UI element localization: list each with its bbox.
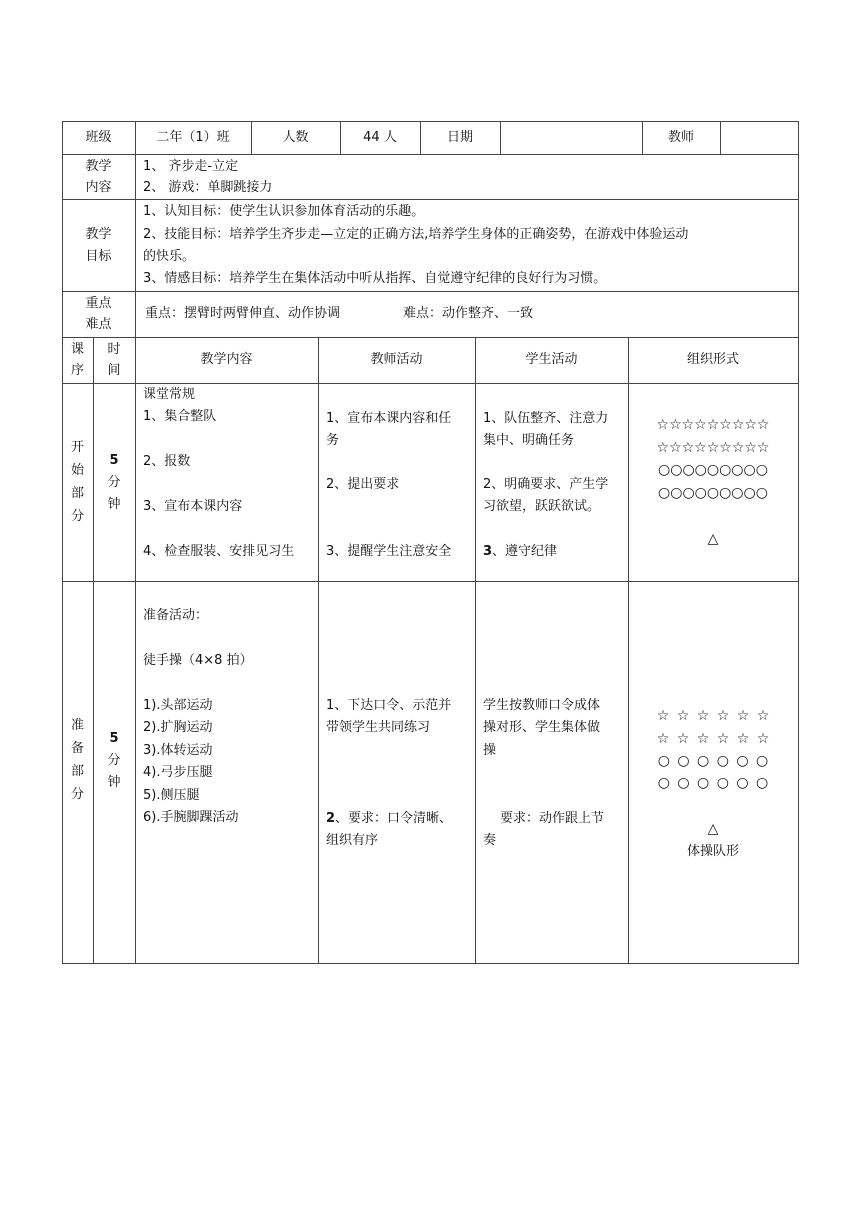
table-border [62, 199, 799, 200]
teacher-activity: 3、提醒学生注意安全 [326, 544, 452, 559]
goal-line: 1、认知目标：使学生认识参加体育活动的乐趣。 [143, 204, 425, 219]
content-line: 2、报数 [143, 454, 191, 469]
teacher-triangle-icon: △ [707, 531, 719, 547]
content-item: 1、 齐步走-立定 [143, 159, 239, 174]
student-activity: 1、队伍整齐、注意力 [483, 411, 609, 426]
class-value: 二年（1）班 [156, 130, 230, 145]
formation-row-circles: ○ ○ ○ ○ ○ ○ [657, 753, 769, 769]
goal-line: 的快乐。 [143, 249, 196, 264]
teacher-label: 教师 [667, 130, 694, 145]
student-activity: 2、明确要求、产生学 [483, 477, 609, 492]
table-border [62, 121, 799, 122]
table-border [318, 337, 319, 964]
student-activity: 习欲望，跃跃欲试。 [483, 499, 601, 514]
formation-row-circles: ○ ○ ○ ○ ○ ○ [657, 775, 769, 791]
column-header-student: 学生活动 [525, 352, 578, 367]
content-line: 1、集合整队 [143, 409, 217, 424]
formation-row-circles: ○○○○○○○○○ [658, 462, 768, 478]
student-activity: 集中、明确任务 [483, 433, 575, 448]
section-time-unit: 钟 [107, 497, 121, 512]
formation-caption: 体操队形 [686, 844, 739, 859]
column-header-content: 教学内容 [200, 352, 253, 367]
key-point: 重点：摆臂时两臂伸直、动作协调 [145, 306, 341, 321]
table-border [62, 337, 799, 338]
student-activity: 学生按教师口令成体 [483, 698, 601, 713]
column-header-time: 间 [107, 363, 121, 378]
goal-line: 3、情感目标：培养学生在集体活动中听从指挥、自觉遵守纪律的良好行为习惯。 [143, 271, 607, 286]
teacher-activity: 2、提出要求 [326, 477, 400, 492]
content-line: 3).体转运动 [143, 743, 213, 758]
teacher-activity-text: 、要求：口令清晰、 [335, 811, 453, 826]
student-activity: 操对形、学生集体做 [483, 720, 601, 735]
difficulty-point: 难点：动作整齐、一致 [403, 306, 534, 321]
student-activity: 要求：动作跟上节 [500, 811, 605, 826]
content-line: 6).手腕脚踝活动 [143, 810, 239, 825]
key-label: 难点 [85, 317, 112, 332]
table-border [135, 337, 136, 964]
date-label: 日期 [446, 130, 473, 145]
table-border [62, 154, 799, 155]
class-label: 班级 [85, 130, 112, 145]
content-line: 3、宣布本课内容 [143, 499, 243, 514]
section-time-unit: 分 [107, 475, 121, 490]
section-name: 分 [70, 509, 84, 524]
count-label: 人数 [282, 130, 309, 145]
table-border [798, 121, 799, 964]
formation-row-stars: ☆ ☆ ☆ ☆ ☆ ☆ [656, 731, 770, 747]
goal-line: 2、技能目标：培养学生齐步走—立定的正确方法,培养学生身体的正确姿势，在游戏中体验运动 [143, 227, 689, 242]
content-line: 4、检查服装、安排见习生 [143, 544, 295, 559]
content-item: 2、 游戏：单脚跳接力 [143, 180, 273, 195]
section-name: 部 [70, 764, 84, 779]
count-value: 44 人 [363, 130, 397, 145]
content-line: 准备活动： [143, 608, 209, 623]
goals-label: 教学 [85, 227, 112, 242]
column-header-form: 组织形式 [686, 352, 739, 367]
content-line: 徒手操（4×8 拍） [143, 653, 253, 668]
formation-row-circles: ○○○○○○○○○ [658, 485, 768, 501]
table-border [500, 121, 501, 155]
formation-row-stars: ☆☆☆☆☆☆☆☆☆ [656, 417, 770, 433]
key-label: 重点 [85, 296, 112, 311]
table-border [62, 291, 799, 292]
teacher-activity: 务 [326, 433, 340, 448]
table-border [62, 963, 799, 964]
table-border [475, 337, 476, 964]
section-name: 始 [70, 463, 84, 478]
teacher-activity: 组织有序 [326, 833, 379, 848]
teacher-activity: 1、下达口令、示范并 [326, 698, 452, 713]
student-activity-number: 3 [483, 544, 493, 559]
content-line: 1).头部运动 [143, 698, 213, 713]
column-header-seq: 序 [70, 363, 84, 378]
section-time-number: 5 [109, 731, 119, 746]
student-activity [483, 541, 557, 563]
goals-label: 目标 [85, 249, 112, 264]
formation-row-stars: ☆☆☆☆☆☆☆☆☆ [656, 440, 770, 456]
teacher-activity-number: 2 [326, 811, 336, 826]
column-header-teacher: 教师活动 [370, 352, 423, 367]
table-border [93, 337, 94, 964]
content-label: 教学 [85, 159, 112, 174]
section-time-number: 5 [109, 453, 119, 468]
student-activity-text: 、遵守纪律 [492, 544, 558, 559]
section-name: 部 [70, 486, 84, 501]
section-name: 备 [70, 741, 84, 756]
content-line: 课堂常规 [143, 387, 196, 402]
column-header-time: 时 [107, 342, 121, 357]
content-label: 内容 [85, 180, 112, 195]
section-name: 分 [70, 787, 84, 802]
section-name: 准 [70, 718, 84, 733]
column-header-seq: 课 [70, 342, 84, 357]
teacher-activity: 1、宣布本课内容和任 [326, 411, 452, 426]
teacher-activity: 带领学生共同练习 [326, 720, 431, 735]
student-activity: 奏 [483, 833, 497, 848]
student-activity: 操 [483, 743, 497, 758]
teacher-triangle-icon: △ [707, 821, 719, 837]
content-line: 5).侧压腿 [143, 788, 200, 803]
teacher-activity [326, 808, 452, 830]
section-time-unit: 钟 [107, 775, 121, 790]
content-line: 2).扩胸运动 [143, 720, 213, 735]
section-time-unit: 分 [107, 753, 121, 768]
table-border [720, 121, 721, 155]
table-border [62, 581, 799, 582]
content-line: 4).弓步压腿 [143, 765, 213, 780]
section-name: 开 [70, 440, 84, 455]
table-border [135, 154, 136, 338]
formation-row-stars: ☆ ☆ ☆ ☆ ☆ ☆ [656, 708, 770, 724]
